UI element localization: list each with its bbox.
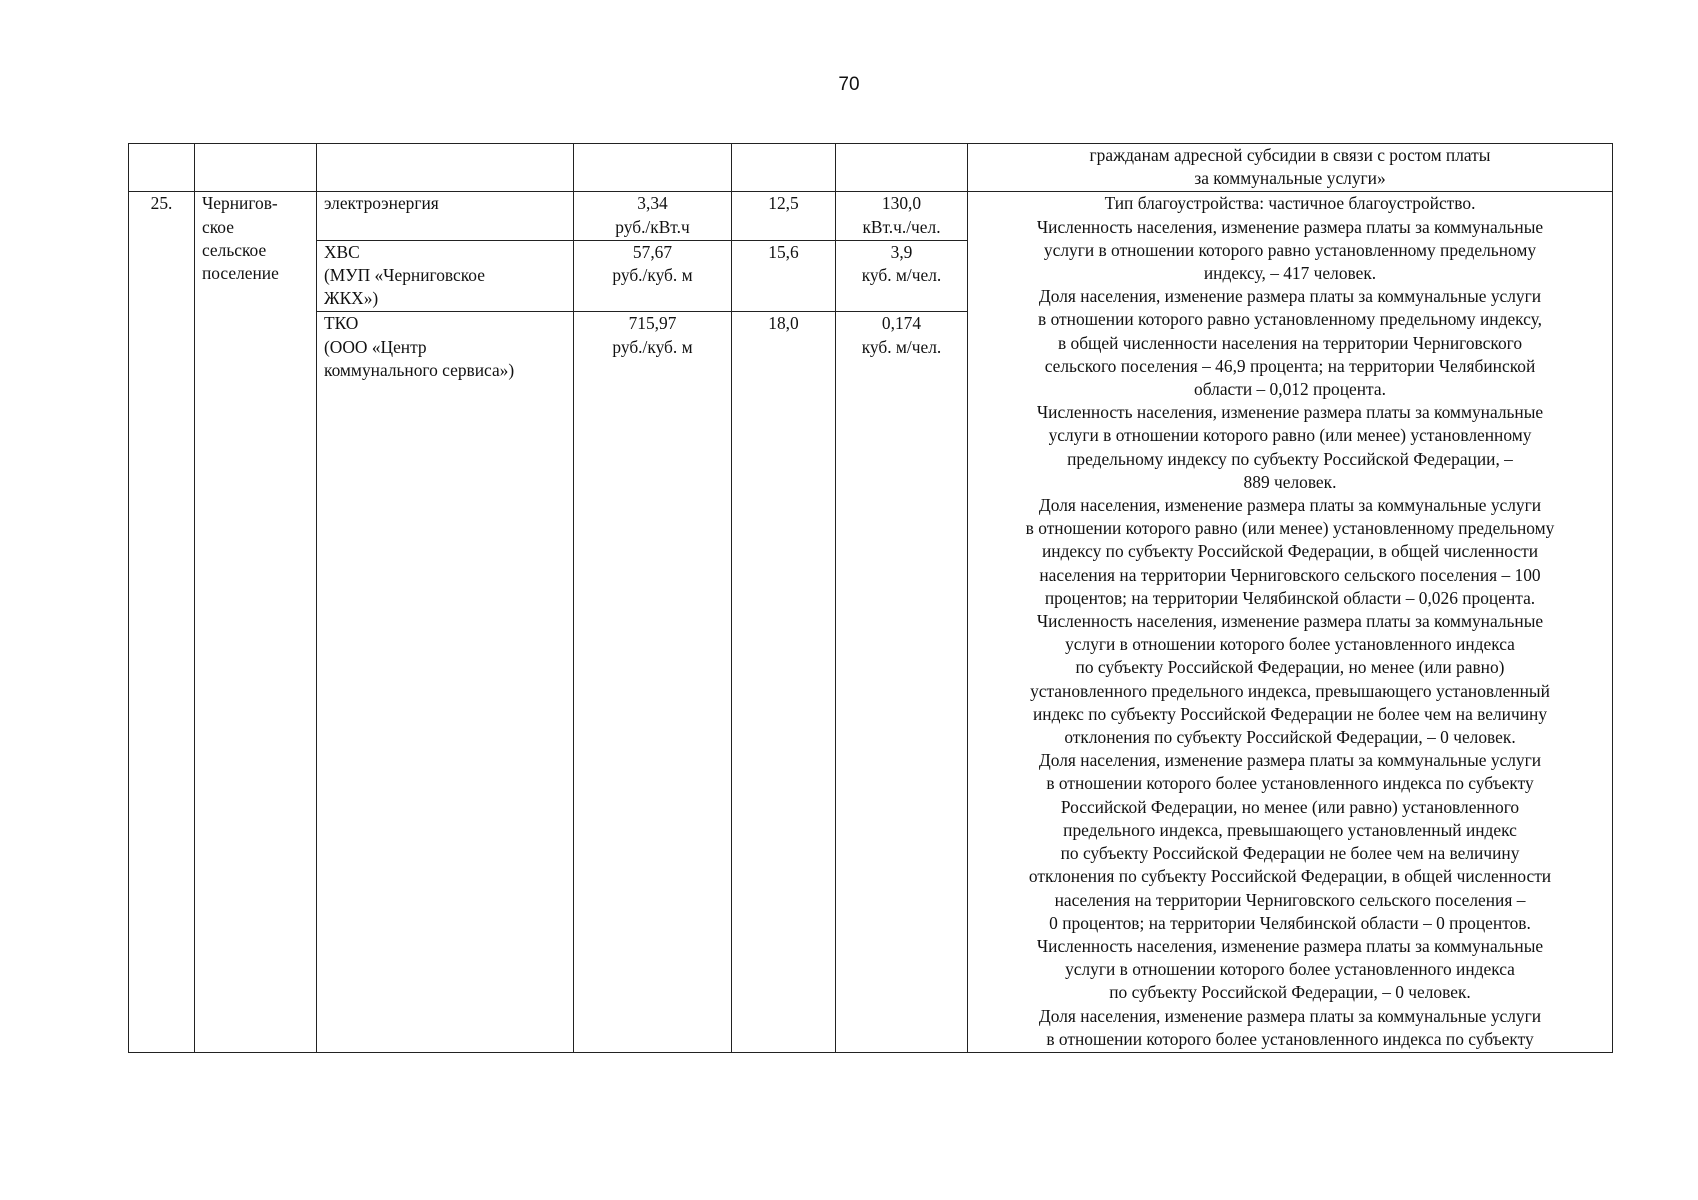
tariff-value: 3,34 — [637, 193, 668, 214]
cont-cell-tariff — [574, 144, 732, 192]
cont-cell-service — [317, 144, 574, 192]
continuation-row — [129, 144, 1613, 192]
desc-line: предельного индекса, превышающего установленный индекс — [1063, 819, 1517, 840]
tariff-unit: руб./куб. м — [612, 265, 693, 286]
tariff-value: 715,97 — [628, 313, 677, 334]
cont-cell-growth — [732, 144, 836, 192]
growth-cell: 12,5 — [732, 192, 836, 240]
desc-line: Численность населения, изменение размера платы за коммунальные — [1036, 402, 1544, 423]
row-number: 25. — [129, 192, 195, 1053]
desc-line: индексу, – 417 человек. — [1203, 263, 1377, 284]
desc-line: Российской Федерации, но менее (или равно) установленного — [1060, 796, 1520, 817]
norm-unit: кВт.ч./чел. — [862, 216, 941, 237]
desc-line: области – 0,012 процента. — [1194, 379, 1386, 400]
desc-line: индекс по субъекту Российской Федерации не более чем на величину — [1032, 703, 1548, 724]
norm-unit: куб. м/чел. — [861, 265, 942, 286]
desc-line: Доля населения, изменение размера платы за коммунальные услуги — [1038, 495, 1542, 516]
desc-line: услуги в отношении которого равно установленному предельному — [1043, 239, 1537, 260]
desc-line: Доля населения, изменение размера платы за коммунальные услуги — [1038, 750, 1542, 771]
desc-line: процентов; на территории Челябинской области – 0,026 процента. — [1044, 587, 1536, 608]
description-cell — [968, 192, 1613, 1053]
service-name-cell — [317, 192, 574, 240]
desc-line: по субъекту Российской Федерации, но менее (или равно) — [1075, 657, 1505, 678]
cont-cell-number — [129, 144, 195, 192]
desc-line: индексу по субъекту Российской Федерации, в общей численности — [1041, 541, 1539, 562]
cont-desc-line: за коммунальные услуги» — [1194, 168, 1386, 189]
tariff-cell — [574, 192, 732, 240]
desc-line: населения на территории Черниговского сельского поселения – 100 — [1039, 564, 1541, 585]
desc-line: Доля населения, изменение размера платы за коммунальные услуги — [1038, 286, 1542, 307]
tariff-value: 57,67 — [632, 241, 673, 262]
desc-line: в отношении которого равно (или менее) установленному предельному — [1025, 518, 1555, 539]
desc-line: услуги в отношении которого равно (или менее) установленному — [1048, 425, 1532, 446]
municipality-line: Чернигов- — [202, 193, 278, 214]
service-name-cell — [317, 240, 574, 312]
norm-value: 130,0 — [881, 193, 922, 214]
growth-cell: 18,0 — [732, 312, 836, 1053]
desc-line: по субъекту Российской Федерации не более чем на величину — [1060, 843, 1520, 864]
tariff-table — [128, 143, 1613, 1053]
desc-line: предельному индексу по субъекту Российской Федерации, – — [1067, 448, 1513, 469]
desc-line: населения на территории Черниговского сельского поселения – — [1054, 889, 1526, 910]
desc-line: 0 процентов; на территории Челябинской области – 0 процентов. — [1049, 912, 1531, 933]
desc-line: отклонения по субъекту Российской Федерации, в общей численности — [1028, 866, 1552, 887]
page-number: 70 — [838, 74, 860, 95]
tariff-cell — [574, 240, 732, 312]
desc-line: Тип благоустройства: частичное благоустройство. — [1104, 193, 1476, 214]
norm-cell — [836, 240, 968, 312]
cont-cell-description — [968, 144, 1613, 192]
norm-value: 3,9 — [890, 241, 913, 262]
desc-line: в общей численности населения на территории Черниговского — [1057, 332, 1523, 353]
norm-unit: куб. м/чел. — [861, 336, 942, 357]
municipality-line: поселение — [202, 263, 279, 284]
desc-line: Доля населения, изменение размера платы за коммунальные услуги — [1038, 1005, 1542, 1026]
desc-line: отклонения по субъекту Российской Федерации, – 0 человек. — [1064, 727, 1516, 748]
tariff-unit: руб./кВт.ч — [615, 216, 690, 237]
desc-line: по субъекту Российской Федерации, – 0 человек. — [1109, 982, 1471, 1003]
service-name-line: ТКО — [324, 313, 359, 334]
desc-line: Численность населения, изменение размера платы за коммунальные — [1036, 935, 1544, 956]
tariff-unit: руб./куб. м — [612, 336, 693, 357]
municipality-cell — [195, 192, 317, 1053]
service-name-line: коммунального сервиса») — [324, 359, 515, 380]
service-name-line: ЖКХ») — [324, 288, 379, 309]
municipality-line: ское — [202, 216, 234, 237]
norm-cell — [836, 312, 968, 1053]
service-name-line: электроэнергия — [324, 193, 439, 214]
desc-line: 889 человек. — [1243, 471, 1337, 492]
desc-line: установленного предельного индекса, превышающего установленный — [1030, 680, 1550, 701]
growth-cell: 15,6 — [732, 240, 836, 312]
desc-line: в отношении которого равно установленному предельному индексу, — [1038, 309, 1542, 330]
desc-line: услуги в отношении которого более установленного индекса — [1065, 959, 1515, 980]
desc-line: Численность населения, изменение размера платы за коммунальные — [1036, 611, 1544, 632]
cont-cell-norm — [836, 144, 968, 192]
norm-cell — [836, 192, 968, 240]
desc-line: Численность населения, изменение размера платы за коммунальные — [1036, 216, 1544, 237]
cont-cell-municipality — [195, 144, 317, 192]
norm-value: 0,174 — [881, 313, 922, 334]
service-name-line: (ООО «Центр — [324, 336, 427, 357]
service-name-line: ХВС — [324, 241, 360, 262]
desc-line: в отношении которого более установленного индекса по субъекту — [1046, 1028, 1534, 1049]
desc-line: услуги в отношении которого более установленного индекса — [1065, 634, 1515, 655]
cont-desc-line: гражданам адресной субсидии в связи с ростом платы — [1089, 145, 1491, 165]
service-name-line: (МУП «Черниговское — [324, 265, 485, 286]
desc-line: в отношении которого более установленного индекса по субъекту — [1046, 773, 1534, 794]
desc-line: сельского поселения – 46,9 процента; на территории Челябинской — [1044, 355, 1536, 376]
table-row — [129, 192, 1613, 240]
municipality-line: сельское — [202, 239, 267, 260]
service-name-cell — [317, 312, 574, 1053]
tariff-cell — [574, 312, 732, 1053]
